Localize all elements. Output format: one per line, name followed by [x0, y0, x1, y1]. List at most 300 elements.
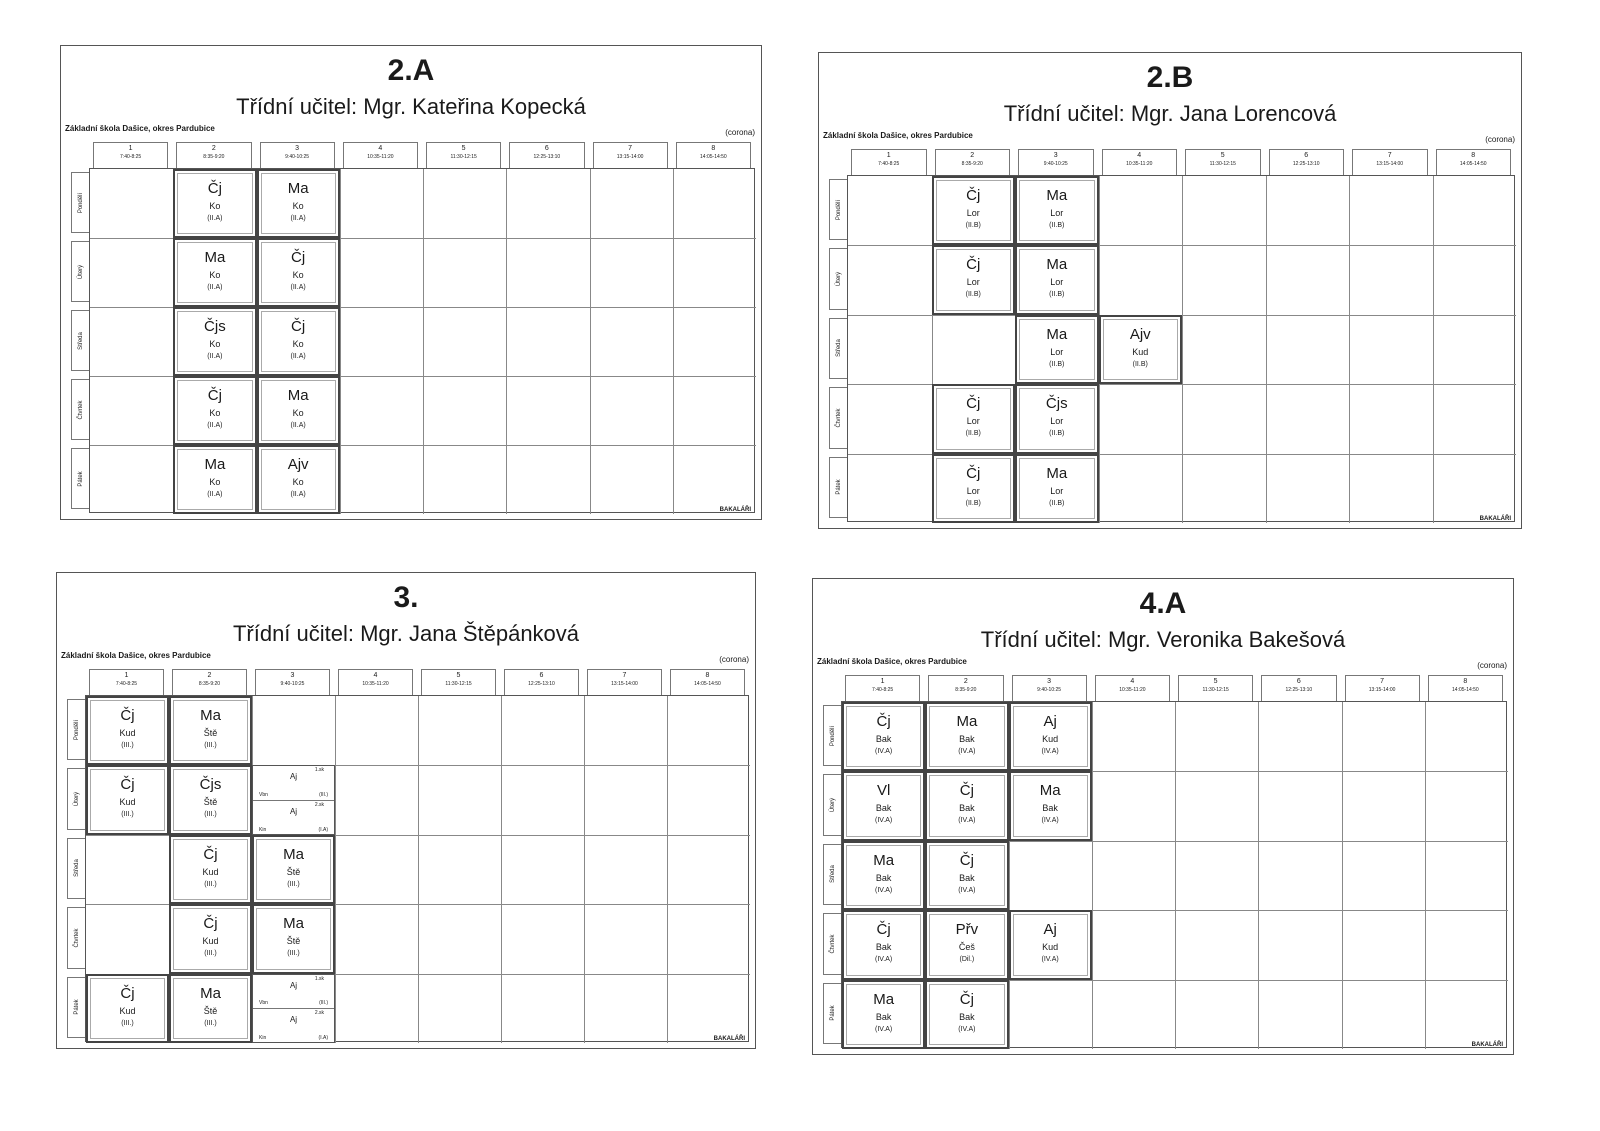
period-header	[89, 669, 164, 695]
grid-column-line	[1342, 702, 1343, 1049]
lesson-subject: Ma	[200, 984, 221, 1002]
lesson-subject: Čj	[876, 713, 891, 730]
period-number: 3	[1047, 678, 1052, 685]
split-half[interactable]	[253, 766, 334, 800]
lesson-subject: Ma	[1046, 187, 1068, 204]
split-subject: Aj	[289, 980, 298, 990]
period-time: 10:35-11:20	[1126, 161, 1153, 167]
period-header	[504, 669, 579, 695]
lesson-cell[interactable]	[842, 910, 925, 979]
lesson-teacher: Kud	[1042, 942, 1059, 953]
brand-mark: BAKALÁŘI	[713, 1036, 745, 1042]
lesson-teacher: Bak	[875, 803, 892, 814]
period-number: 4	[1137, 152, 1142, 159]
lesson-subject: Čj	[959, 851, 974, 869]
lesson-cell[interactable]	[173, 376, 256, 445]
lesson-group: (II.A)	[290, 422, 306, 429]
period-header	[587, 669, 662, 695]
timetable-panel	[60, 45, 762, 520]
lesson-cell[interactable]	[1009, 910, 1092, 979]
day-header	[71, 310, 89, 371]
period-header	[255, 669, 330, 695]
day-header	[823, 774, 841, 835]
day-header	[829, 387, 847, 448]
lesson-subject: Čj	[207, 180, 222, 197]
lesson-teacher: Ko	[292, 201, 304, 211]
lesson-teacher: Ko	[209, 339, 221, 349]
lesson-subject: Aj	[1043, 713, 1057, 730]
grid-column-line	[1425, 702, 1426, 1049]
period-header	[176, 142, 251, 168]
lesson-subject: Čj	[959, 782, 974, 800]
period-number: 4	[378, 145, 383, 152]
lesson-teacher: Ště	[203, 728, 218, 738]
lesson-subject: Čj	[966, 187, 981, 204]
period-number: 6	[1304, 152, 1309, 159]
lesson-cell[interactable]	[1015, 315, 1099, 384]
day-header	[67, 699, 85, 760]
lesson-group: (II.A)	[207, 215, 223, 222]
day-label: Pondělí	[829, 725, 836, 746]
lesson-subject: Čj	[291, 318, 306, 335]
lesson-cell[interactable]	[169, 835, 252, 904]
lesson-group: (II.B)	[965, 222, 981, 229]
period-number: 7	[1380, 678, 1385, 685]
lesson-subject: Čj	[966, 256, 981, 274]
lesson-subject: Ma	[873, 990, 895, 1008]
split-half[interactable]	[253, 975, 334, 1009]
lesson-group: (II.B)	[965, 291, 981, 299]
lesson-teacher: Bak	[875, 942, 892, 953]
lesson-teacher: Bak	[959, 872, 975, 883]
lesson-cell[interactable]	[842, 771, 925, 840]
period-time: 8:35-9:20	[961, 161, 983, 167]
lesson-teacher: Ko	[292, 477, 304, 487]
lesson-subject: Čj	[203, 915, 218, 933]
period-time: 8:35-9:20	[203, 154, 225, 160]
period-number: 5	[461, 145, 466, 152]
lesson-cell[interactable]	[257, 376, 340, 445]
lesson-group: (IV.A)	[958, 886, 976, 894]
lesson-group: (III.)	[204, 811, 217, 819]
day-header	[67, 838, 85, 899]
day-label: Úterý	[77, 264, 84, 279]
lesson-group: (IV.A)	[1041, 748, 1059, 755]
lesson-subject: Ma	[1046, 464, 1068, 482]
period-header	[1436, 149, 1512, 175]
timetable-panel	[818, 52, 1522, 529]
day-header	[71, 379, 89, 440]
split-group: (I.A)	[318, 826, 328, 833]
period-number: 7	[622, 672, 627, 679]
lesson-teacher: Lor	[1050, 346, 1064, 357]
lesson-subject: Ma	[283, 845, 304, 863]
lesson-group: (IV.A)	[875, 748, 893, 755]
lesson-group: (IV.A)	[958, 817, 976, 825]
period-number: 7	[1387, 152, 1392, 159]
lesson-group: (II.A)	[207, 353, 223, 360]
lesson-cell[interactable]	[173, 169, 256, 238]
lesson-cell[interactable]	[86, 974, 169, 1043]
lesson-group: (III.)	[287, 880, 300, 888]
day-label: Středa	[77, 331, 84, 350]
lesson-subject: Ajv	[287, 456, 309, 473]
day-label: Pátek	[73, 999, 80, 1015]
lesson-cell[interactable]	[169, 974, 252, 1043]
period-header	[851, 149, 927, 175]
lesson-cell[interactable]	[257, 307, 340, 376]
lesson-group: (IV.A)	[875, 956, 893, 964]
corona-tag: (corona)	[719, 655, 749, 664]
period-number: 5	[456, 672, 461, 679]
lesson-cell[interactable]	[252, 835, 335, 904]
grid-column-line	[667, 696, 668, 1043]
lesson-subject: Čj	[120, 707, 135, 724]
period-time: 9:40-10:25	[280, 681, 305, 687]
lesson-cell[interactable]	[1015, 176, 1099, 245]
timetable-panel	[56, 572, 756, 1049]
day-label: Pondělí	[73, 719, 80, 740]
lesson-teacher: Lor	[966, 208, 980, 218]
lesson-subject: Čj	[966, 464, 981, 482]
lesson-group: (III.)	[204, 1019, 217, 1027]
schedule-grid	[841, 701, 1507, 1048]
day-header	[829, 318, 847, 379]
period-number: 8	[1471, 152, 1476, 159]
period-header	[670, 669, 745, 695]
lesson-cell[interactable]	[173, 445, 256, 514]
period-header	[1018, 149, 1094, 175]
lesson-cell[interactable]	[925, 771, 1008, 840]
period-number: 8	[705, 672, 710, 679]
lesson-group: (III.)	[204, 880, 217, 888]
period-number: 3	[295, 145, 300, 152]
lesson-teacher: Kud	[1132, 346, 1149, 357]
day-label: Čtvrtek	[829, 934, 836, 954]
lesson-cell[interactable]	[173, 307, 256, 376]
lesson-group: (II.A)	[290, 353, 306, 360]
period-time: 10:35-11:20	[1119, 687, 1146, 693]
period-time: 12:25-13:10	[533, 154, 561, 160]
lesson-cell[interactable]	[86, 696, 169, 765]
period-time: 11:30-12:15	[450, 154, 477, 160]
lesson-group: (II.B)	[1132, 360, 1148, 368]
lesson-group: (II.A)	[290, 491, 306, 498]
corona-tag: (corona)	[725, 128, 755, 137]
period-time: 7:40-8:25	[115, 681, 138, 687]
lesson-group: (III.)	[121, 811, 134, 819]
class-teacher: Třídní učitel: Mgr. Kateřina Kopecká	[236, 94, 586, 119]
lesson-cell[interactable]	[1009, 702, 1092, 771]
period-time: 8:35-9:20	[955, 687, 977, 693]
lesson-subject: Ma	[204, 249, 226, 266]
split-subject: Aj	[289, 807, 298, 817]
period-time: 12:25-13:10	[1285, 687, 1313, 693]
period-header	[1352, 149, 1428, 175]
lesson-cell[interactable]	[842, 841, 925, 910]
day-header	[823, 983, 841, 1044]
day-header	[71, 241, 89, 302]
lesson-teacher: Ko	[209, 408, 221, 418]
day-header	[67, 977, 85, 1038]
lesson-group: (III.)	[121, 742, 134, 749]
lesson-group: (II.B)	[1049, 499, 1065, 507]
period-header	[338, 669, 413, 695]
period-time: 13:15-14:00	[1376, 161, 1404, 167]
brand-mark: BAKALÁŘI	[1479, 516, 1511, 522]
lesson-cell[interactable]	[932, 245, 1016, 314]
lesson-cell[interactable]	[925, 980, 1008, 1049]
split-group: (III.)	[319, 792, 328, 799]
split-group: (III.)	[319, 1000, 328, 1007]
period-number: 6	[1296, 678, 1301, 685]
grid-column-line	[506, 169, 507, 514]
period-header	[260, 142, 335, 168]
lesson-subject: Čjs	[1045, 395, 1068, 413]
period-number: 1	[124, 672, 129, 679]
lesson-cell[interactable]	[1009, 771, 1092, 840]
lesson-teacher: Bak	[959, 734, 975, 744]
school-name: Základní škola Dašice, okres Pardubice	[65, 124, 215, 133]
lesson-group: (IV.A)	[875, 1025, 893, 1033]
class-teacher: Třídní učitel: Mgr. Veronika Bakešová	[980, 627, 1346, 652]
period-number: 1	[880, 678, 885, 685]
lesson-cell[interactable]	[257, 445, 340, 514]
period-number: 5	[1213, 678, 1218, 685]
class-title: 2.B	[1146, 61, 1194, 94]
split-group-number: 2.sk	[314, 802, 324, 809]
lesson-teacher: Ště	[203, 797, 218, 808]
lesson-subject: Ma	[1046, 256, 1068, 274]
period-header	[845, 675, 920, 701]
period-number: 2	[970, 152, 975, 159]
class-teacher: Třídní učitel: Mgr. Jana Lorencová	[1003, 101, 1337, 126]
day-label: Úterý	[829, 797, 836, 813]
grid-column-line	[1266, 176, 1267, 523]
period-header	[1269, 149, 1345, 175]
lesson-group: (II.B)	[1049, 430, 1065, 438]
lesson-cell[interactable]	[1099, 315, 1183, 384]
lesson-cell[interactable]	[932, 384, 1016, 453]
period-time: 9:40-10:25	[1037, 687, 1062, 693]
day-header	[67, 768, 85, 829]
schedule-grid	[847, 175, 1515, 522]
lesson-teacher: Bak	[875, 734, 892, 744]
lesson-subject: Čj	[966, 395, 981, 413]
lesson-teacher: Ko	[209, 201, 221, 211]
lesson-teacher: Lor	[966, 416, 980, 427]
lesson-teacher: Lor	[1050, 277, 1064, 288]
lesson-teacher: Češ	[958, 942, 975, 953]
split-lesson-cell[interactable]	[252, 765, 335, 834]
day-label: Úterý	[73, 791, 80, 807]
lesson-group: (II.A)	[290, 284, 306, 291]
lesson-subject: Ma	[204, 456, 226, 473]
lesson-cell[interactable]	[169, 765, 252, 834]
schedule-grid	[85, 695, 749, 1042]
period-time: 10:35-11:20	[367, 154, 394, 160]
period-header	[593, 142, 668, 168]
lesson-cell[interactable]	[257, 169, 340, 238]
period-time: 13:15-14:00	[611, 681, 638, 687]
grid-column-line	[340, 169, 341, 514]
lesson-cell[interactable]	[1015, 384, 1099, 453]
lesson-teacher: Lor	[1050, 416, 1064, 427]
day-header	[67, 907, 85, 968]
period-header	[1012, 675, 1087, 701]
grid-row-line	[848, 315, 1516, 316]
grid-column-line	[673, 169, 674, 514]
split-group-number: 1.sk	[314, 975, 324, 982]
split-teacher: Kin	[259, 826, 267, 833]
lesson-subject: Vl	[876, 782, 891, 800]
day-label: Úterý	[835, 271, 842, 287]
grid-column-line	[423, 169, 424, 514]
period-header	[172, 669, 247, 695]
split-half[interactable]	[253, 800, 334, 835]
grid-column-line	[590, 169, 591, 514]
class-title: 2.A	[387, 54, 435, 87]
period-number: 4	[373, 672, 378, 679]
lesson-group: (IV.A)	[875, 817, 893, 825]
lesson-cell[interactable]	[842, 980, 925, 1049]
brand-mark: BAKALÁŘI	[719, 507, 751, 513]
lesson-cell[interactable]	[925, 702, 1008, 771]
lesson-group: (II.A)	[207, 422, 223, 429]
lesson-group: (IV.A)	[958, 1025, 976, 1033]
lesson-teacher: Lor	[966, 277, 980, 288]
lesson-cell[interactable]	[925, 841, 1008, 910]
split-half[interactable]	[253, 1008, 334, 1043]
lesson-teacher: Kud	[202, 936, 219, 947]
lesson-group: (II.A)	[207, 491, 223, 498]
grid-column-line	[1349, 176, 1350, 523]
day-label: Pondělí	[835, 199, 842, 220]
period-header	[928, 675, 1003, 701]
lesson-subject: Čj	[120, 984, 135, 1002]
class-teacher: Třídní učitel: Mgr. Jana Štěpánková	[232, 621, 580, 646]
period-header	[509, 142, 584, 168]
lesson-subject: Ma	[1046, 325, 1068, 343]
lesson-teacher: Ko	[292, 339, 304, 349]
lesson-group: (III.)	[204, 742, 217, 749]
lesson-group: (III.)	[204, 950, 217, 958]
lesson-group: (II.B)	[1049, 222, 1065, 229]
lesson-cell[interactable]	[86, 765, 169, 834]
period-time: 8:35-9:20	[198, 681, 221, 687]
lesson-subject: Ajv	[1129, 325, 1151, 343]
period-number: 3	[290, 672, 295, 679]
grid-column-line	[335, 696, 336, 1043]
lesson-subject: Ma	[287, 387, 309, 404]
lesson-group: (II.A)	[290, 215, 306, 222]
day-header	[71, 172, 89, 233]
period-number: 1	[886, 152, 891, 159]
day-label: Čtvrtek	[73, 928, 80, 948]
split-subject: Aj	[289, 1015, 298, 1025]
lesson-subject: Čj	[207, 387, 222, 404]
day-header	[829, 248, 847, 309]
period-header	[1185, 149, 1261, 175]
day-header	[71, 448, 89, 509]
day-label: Středa	[835, 339, 842, 358]
period-time: 14:05-14:50	[1459, 161, 1487, 167]
brand-mark: BAKALÁŘI	[1471, 1042, 1503, 1048]
lesson-teacher: Lor	[1050, 208, 1064, 218]
lesson-subject: Ma	[283, 915, 304, 933]
lesson-teacher: Kud	[119, 1005, 136, 1016]
lesson-teacher: Ště	[286, 936, 301, 947]
period-number: 6	[539, 672, 544, 679]
lesson-teacher: Kud	[119, 728, 136, 738]
lesson-cell[interactable]	[173, 238, 256, 307]
split-group-number: 2.sk	[314, 1010, 324, 1017]
lesson-subject: Čj	[203, 845, 218, 863]
period-header	[935, 149, 1011, 175]
lesson-cell[interactable]	[1015, 245, 1099, 314]
grid-column-line	[501, 696, 502, 1043]
lesson-subject: Ma	[200, 707, 221, 724]
lesson-group: (II.B)	[1049, 291, 1065, 299]
lesson-cell[interactable]	[932, 176, 1016, 245]
lesson-group: (Dil.)	[959, 956, 975, 964]
lesson-teacher: Bak	[875, 1011, 892, 1022]
lesson-teacher: Ko	[292, 408, 304, 418]
lesson-subject: Přv	[955, 921, 979, 939]
lesson-group: (II.B)	[965, 430, 981, 438]
period-header	[343, 142, 418, 168]
period-time: 14:05-14:50	[700, 154, 727, 160]
period-time: 7:40-8:25	[120, 154, 142, 160]
period-time: 10:35-11:20	[362, 681, 389, 687]
lesson-teacher: Ště	[203, 1005, 218, 1016]
lesson-cell[interactable]	[252, 904, 335, 973]
period-number: 8	[711, 145, 716, 152]
lesson-group: (IV.A)	[1041, 817, 1059, 825]
grid-column-line	[1182, 176, 1183, 523]
lesson-group: (III.)	[121, 1019, 134, 1027]
split-lesson-cell[interactable]	[252, 974, 335, 1043]
period-time: 7:40-8:25	[872, 687, 894, 693]
grid-column-line	[1433, 176, 1434, 523]
split-teacher: Kin	[259, 1034, 267, 1041]
lesson-cell[interactable]	[169, 696, 252, 765]
lesson-cell[interactable]	[842, 702, 925, 771]
lesson-cell[interactable]	[1015, 454, 1099, 523]
period-header	[1345, 675, 1420, 701]
period-number: 4	[1130, 678, 1135, 685]
lesson-cell[interactable]	[257, 238, 340, 307]
school-name: Základní škola Dašice, okres Pardubice	[817, 657, 967, 666]
lesson-group: (II.B)	[1049, 360, 1065, 368]
lesson-subject: Čj	[120, 776, 135, 794]
period-header	[1261, 675, 1336, 701]
corona-tag: (corona)	[1485, 135, 1515, 144]
lesson-teacher: Lor	[966, 485, 980, 496]
lesson-teacher: Kud	[1042, 734, 1059, 744]
period-header	[421, 669, 496, 695]
lesson-teacher: Ko	[209, 270, 221, 280]
schedule-grid	[89, 168, 755, 513]
lesson-cell[interactable]	[932, 454, 1016, 523]
lesson-cell[interactable]	[169, 904, 252, 973]
split-subject: Aj	[289, 772, 298, 782]
lesson-subject: Čjs	[204, 318, 226, 335]
period-time: 11:30-12:15	[1202, 687, 1229, 693]
lesson-cell[interactable]	[925, 910, 1008, 979]
lesson-subject: Čj	[959, 990, 974, 1008]
day-header	[823, 913, 841, 974]
